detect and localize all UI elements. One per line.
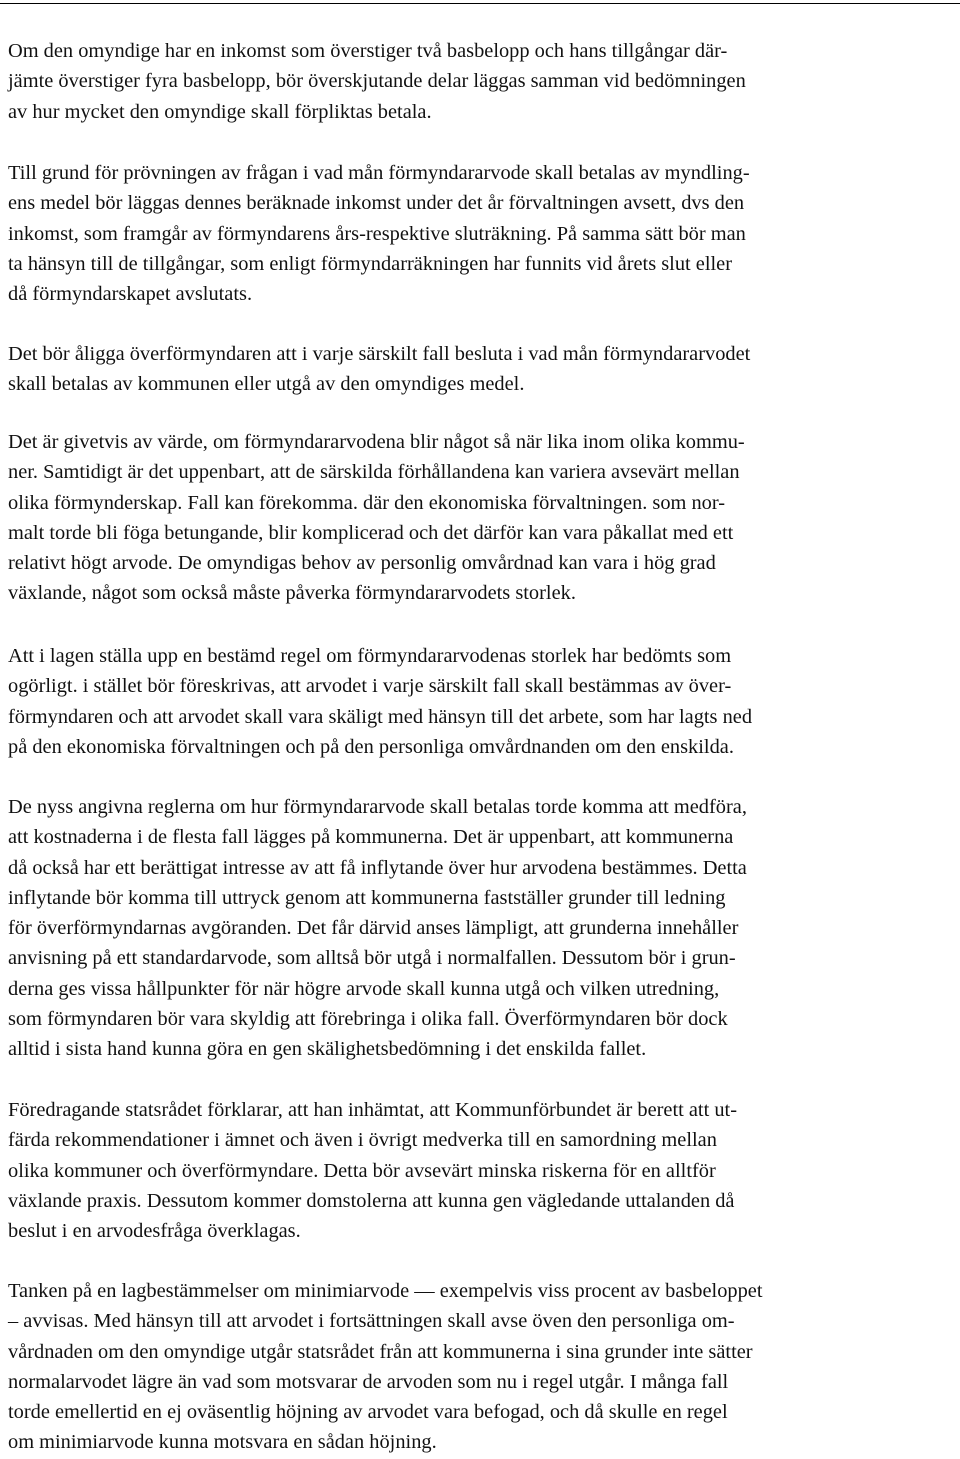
text-line: – avvisas. Med hänsyn till att arvodet i fortsättningen skall avse öven den personliga om- xyxy=(8,1310,735,1333)
text-line: normalarvodet lägre än vad som motsvarar de arvoden som nu i regel utgår. I många fall xyxy=(8,1370,729,1393)
text-line: inflytande bör komma till uttryck genom att kommunerna fastställer grunder till ledning xyxy=(8,886,726,909)
text-line: vårdnaden om den omyndige utgår statsrådet från att kommunerna i sina grunder inte sätter xyxy=(8,1340,753,1363)
text-line: relativt högt arvode. De omyndigas behov av personlig omvårdnad kan vara i hög grad xyxy=(8,552,716,574)
text-line: för överförmyndarnas avgöranden. Det får därvid anses lämpligt, att grunderna innehåller xyxy=(8,917,739,939)
text-line: olika förmynderskap. Fall kan förekomma. där den ekonomiska förvaltningen. som nor- xyxy=(8,491,726,514)
paragraph-4 xyxy=(8,427,745,609)
text-line: Föredragande statsrådet förklarar, att han inhämtat, att Kommunförbundet är berett att ut- xyxy=(8,1099,738,1121)
text-line: om minimiarvode kunna motsvara en sådan höjning. xyxy=(8,1431,437,1454)
text-line: på den ekonomiska förvaltningen och på den personliga omvårdnanden om den enskilda. xyxy=(8,735,734,758)
paragraph-2 xyxy=(8,158,750,309)
text-line: ta hänsyn till de tillgångar, som enligt förmyndarräkningen har funnits vid årets slut eller xyxy=(8,252,733,275)
text-line: torde emellertid en ej oväsentlig höjning av arvodet vara befogad, och då skulle en regel xyxy=(8,1401,728,1423)
text-line: jämte överstiger fyra basbelopp, bör överskjutande delar läggas samman vid bedömningen xyxy=(8,70,746,93)
text-line: av hur mycket den omyndige skall förpliktas betala. xyxy=(8,100,432,123)
text-line: malt torde bli föga betungande, blir komplicerad och det därför kan vara påkallat med ett xyxy=(8,521,734,544)
text-line: beslut i en arvodesfråga överklagas. xyxy=(8,1220,301,1242)
paragraph-1 xyxy=(8,36,746,127)
text-line: Det är givetvis av värde, om förmyndararvodena blir något så när lika inom olika kommu- xyxy=(8,431,745,453)
text-line: olika kommuner och överförmyndare. Detta bör avsevärt minska riskerna för en alltför xyxy=(8,1159,716,1182)
text-line: att kostnaderna i de flesta fall lägges på kommunerna. Det är uppenbart, att kommunerna xyxy=(8,826,734,849)
text-line: derna ges vissa hållpunkter för när högre arvode skall kunna utgå och vilken utredning, xyxy=(8,977,720,1000)
text-line: då också har ett berättigat intresse av att få inflytande över hur arvodena bestämmes. Detta xyxy=(8,856,747,879)
paragraph-5 xyxy=(8,641,752,762)
top-rule xyxy=(0,3,960,4)
text-line: växlande praxis. Dessutom kommer domstolerna att kunna gen vägledande uttalanden då xyxy=(8,1189,735,1212)
text-line: växlande, något som också måste påverka förmyndararvodets storlek. xyxy=(8,582,576,605)
text-line: alltid i sista hand kunna göra en gen skälighetsbedömning i det enskilda fallet. xyxy=(8,1038,647,1060)
text-line: ner. Samtidigt är det uppenbart, att de särskilda förhållandena kan variera avsevärt mellan xyxy=(8,461,740,484)
paragraph-6 xyxy=(8,792,747,1064)
text-line: skall betalas av kommunen eller utgå av den omyndiges medel. xyxy=(8,373,525,396)
text-line: Det bör åligga överförmyndaren att i varje särskilt fall besluta i vad mån förmyndararvodet xyxy=(8,343,751,365)
text-line: förmyndaren och att arvodet skall vara skäligt med hänsyn till det arbete, som har lagts ned xyxy=(8,705,753,728)
text-line: Till grund för prövningen av frågan i vad mån förmyndararvode skall betalas av myndling- xyxy=(8,162,750,184)
text-line: ogörligt. i stället bör föreskrivas, att arvodet i varje särskilt fall skall bestämmas av över- xyxy=(8,675,732,698)
text-line: färda rekommendationer i ämnet och även i övrigt medverka till en samordning mellan xyxy=(8,1129,717,1152)
paragraph-3 xyxy=(8,339,750,400)
text-line: De nyss angivna reglerna om hur förmyndararvode skall betalas torde komma att medföra, xyxy=(8,796,747,818)
text-line: inkomst, som framgår av förmyndarens års-respektive sluträkning. På samma sätt bör man xyxy=(8,222,746,245)
text-line: Tanken på en lagbestämmelser om minimiarvode — exempelvis viss procent av basbeloppet xyxy=(8,1280,763,1302)
paragraph-7 xyxy=(8,1095,737,1246)
text-line: ens medel bör läggas dennes beräknade inkomst under det år förvaltningen avsett, dvs den xyxy=(8,192,745,215)
text-line: som förmyndaren bör vara skyldig att förebringa i olika fall. Överförmyndaren bör dock xyxy=(8,1007,728,1030)
paragraph-8 xyxy=(8,1276,763,1458)
text-line: anvisning på ett standardarvode, som alltså bör utgå i normalfallen. Dessutom bör i grun- xyxy=(8,947,736,970)
text-line: Att i lagen ställa upp en bestämd regel om förmyndararvodenas storlek har bedömts som xyxy=(8,645,732,667)
text-line: då förmyndarskapet avslutats. xyxy=(8,283,253,305)
text-line: Om den omyndige har en inkomst som överstiger två basbelopp och hans tillgångar där- xyxy=(8,40,728,62)
